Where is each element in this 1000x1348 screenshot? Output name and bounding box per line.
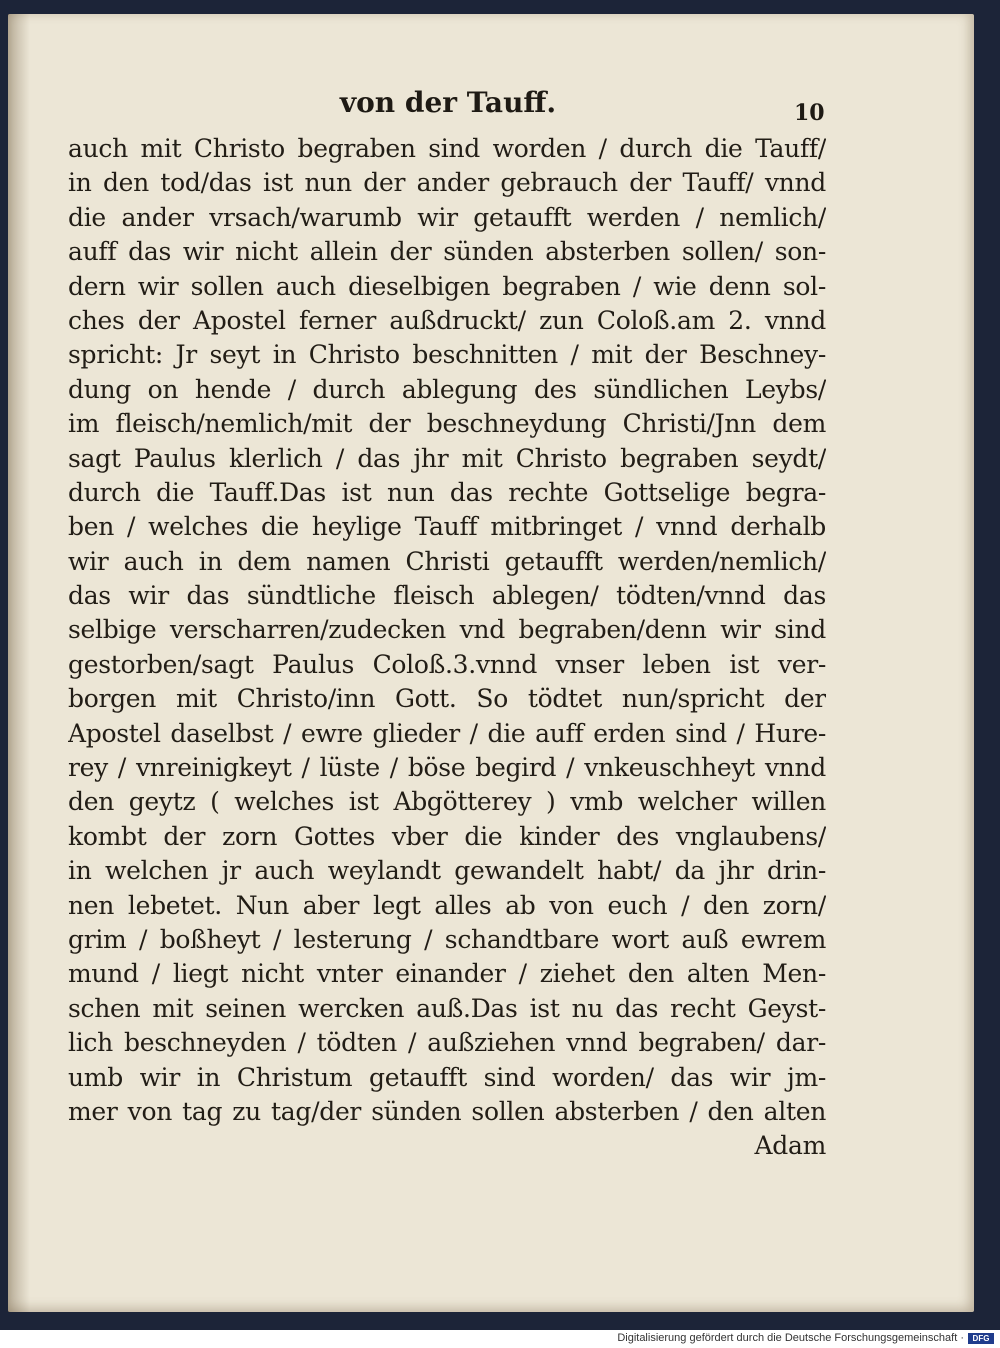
book-page	[8, 14, 974, 1312]
text-line: borgen mit Christo/inn Gott. So tödtet nun/spricht der	[68, 684, 826, 714]
text-line: mund / liegt nicht vnter einander / ziehet den alten Men-	[68, 959, 826, 989]
text-line: in den tod/das ist nun der ander gebrauch der Tauff/ vnnd	[68, 168, 826, 198]
text-line: nen lebetet. Nun aber legt alles ab von euch / den zorn/	[68, 890, 826, 920]
body-text	[68, 132, 826, 1164]
text-line: dung on hende / durch ablegung des sündlichen Leybs/	[68, 374, 826, 404]
text-line: dern wir sollen auch dieselbigen begraben / wie denn sol-	[68, 271, 826, 301]
text-line: spricht: Jr seyt in Christo beschnitten / mit der Beschney-	[68, 340, 826, 370]
text-line: ches der Apostel ferner außdruckt/ zun Coloß.am 2. vnnd	[68, 305, 826, 335]
text-line: schen mit seinen wercken auß.Das ist nu das recht Geyst-	[68, 993, 826, 1023]
text-line: auff das wir nicht allein der sünden absterben sollen/ son-	[68, 237, 826, 267]
text-line: auch mit Christo begraben sind worden / durch die Tauff/	[68, 134, 826, 163]
footer-bar	[0, 1330, 1000, 1348]
text-line: rey / vnreinigkeyt / lüste / böse begird / vnkeuschheyt vnnd	[68, 753, 826, 783]
text-line: kombt der zorn Gottes vber die kinder des vnglaubens/	[68, 821, 826, 851]
text-line: durch die Tauff.Das ist nun das rechte Gottselige begra-	[68, 477, 826, 507]
page-number: 10	[794, 100, 825, 126]
text-line: umb wir in Christum getaufft sind worden/ das wir jm-	[68, 1062, 826, 1092]
text-line: im fleisch/nemlich/mit der beschneydung Christi/Jnn dem	[68, 409, 826, 439]
text-line: grim / boßheyt / lesterung / schandtbare wort auß ewrem	[68, 924, 826, 954]
text-line: das wir das sündtliche fleisch ablegen/ tödten/vnnd das	[68, 581, 826, 611]
text-line: ben / welches die heylige Tauff mitbringet / vnnd derhalb	[68, 512, 826, 542]
funding-credit: Digitalisierung gefördert durch die Deutsche Forschungsgemeinschaft ·	[617, 1332, 964, 1344]
text-line: mer von tag zu tag/der sünden sollen absterben / den alten	[68, 1096, 826, 1126]
text-line: in welchen jr auch weylandt gewandelt habt/ da jhr drin-	[68, 856, 826, 886]
text-line: selbige verscharren/zudecken vnd begraben/denn wir sind	[68, 615, 826, 645]
dfg-logo-icon: DFG	[968, 1333, 994, 1344]
text-line: die ander vrsach/warumb wir getaufft werden / nemlich/	[68, 202, 826, 232]
text-line: gestorben/sagt Paulus Coloß.3.vnnd vnser leben ist ver-	[68, 649, 826, 679]
catchword: Adam	[754, 1131, 826, 1161]
text-line: sagt Paulus klerlich / das jhr mit Christo begraben seydt/	[68, 443, 826, 473]
text-line: Apostel daselbst / ewre glieder / die auff erden sind / Hure-	[68, 718, 826, 748]
text-line: den geytz ( welches ist Abgötterey ) vmb welcher willen	[68, 787, 826, 817]
text-line: lich beschneyden / tödten / außziehen vnnd begraben/ dar-	[68, 1028, 826, 1058]
text-line: wir auch in dem namen Christi getaufft werden/nemlich/	[68, 546, 826, 576]
running-head: von der Tauff.	[339, 86, 557, 119]
